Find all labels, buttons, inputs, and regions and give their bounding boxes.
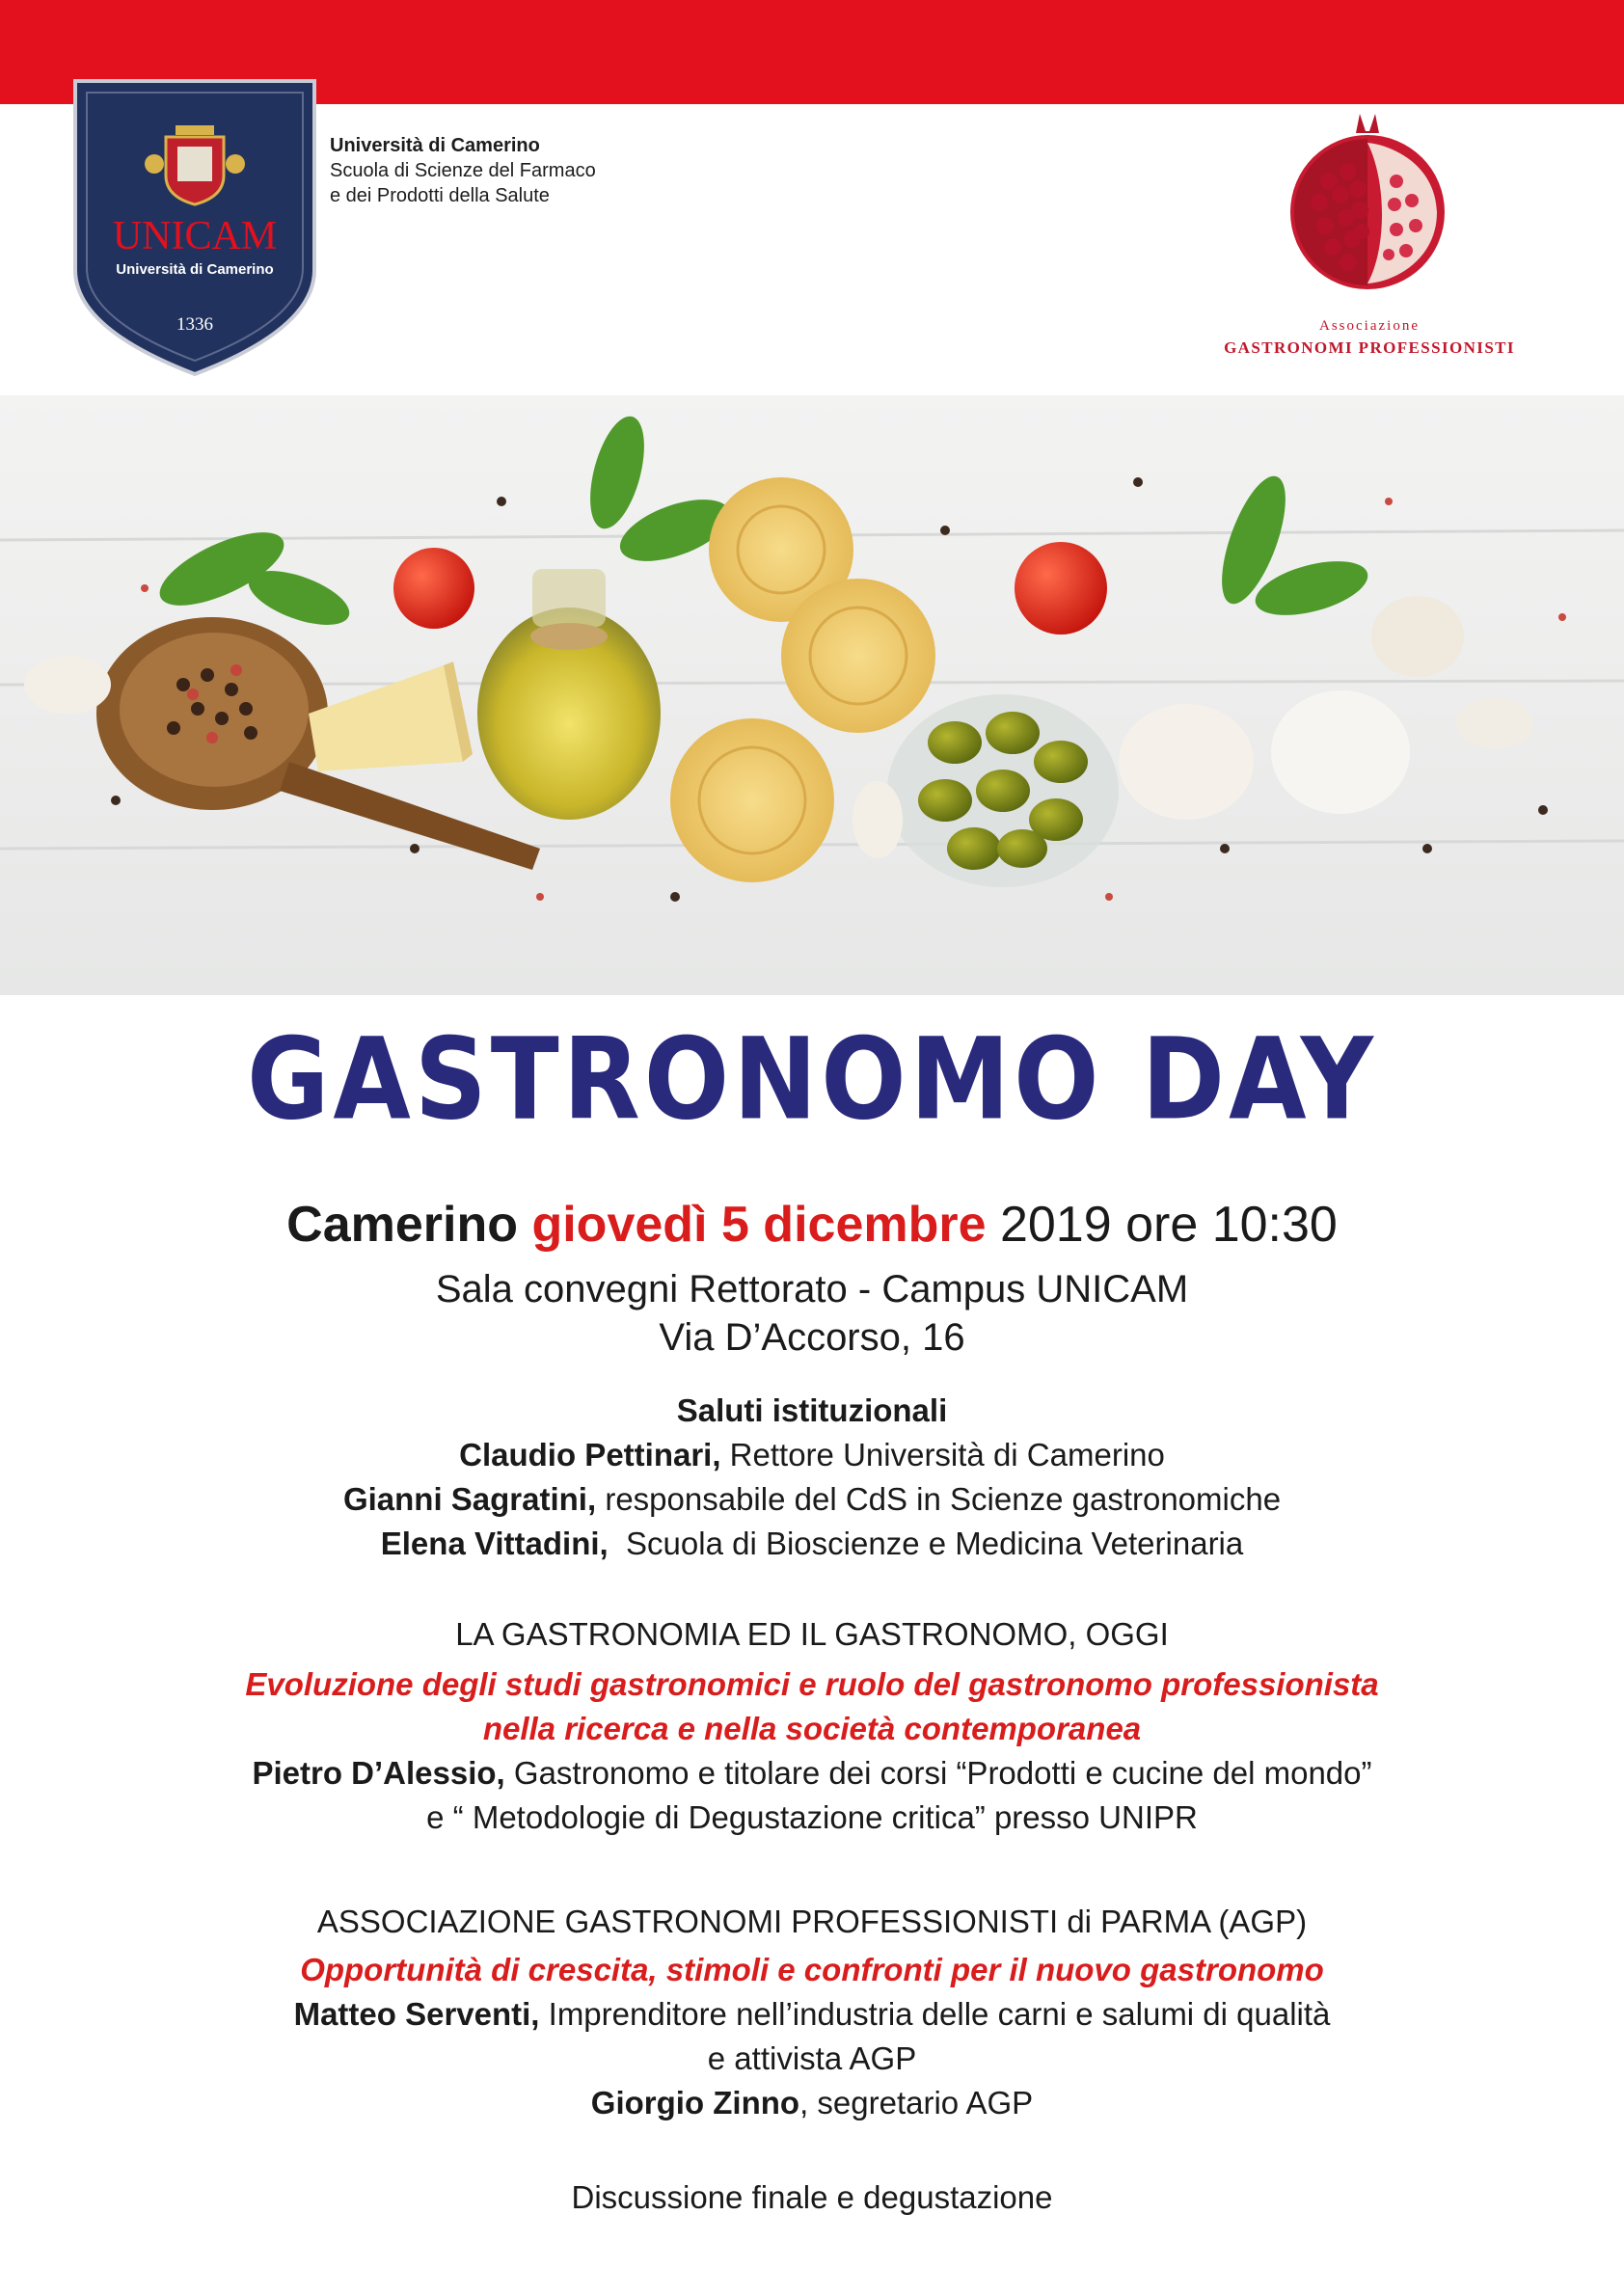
speaker-name: Elena Vittadini, bbox=[380, 1526, 609, 1561]
speaker-name: Matteo Serventi, bbox=[293, 1996, 540, 2032]
association-title: GASTRONOMI PROFESSIONISTI bbox=[1224, 338, 1515, 357]
greetings-heading: Saluti istituzionali bbox=[676, 1392, 948, 1428]
speaker-role: Gastronomo e titolare dei corsi “Prodotti e cucine del mondo” bbox=[504, 1755, 1372, 1791]
section1-speaker-role2: e “ Metodologie di Degustazione critica” presso UNIPR bbox=[426, 1799, 1198, 1835]
section1-talk-line1: Evoluzione degli studi gastronomici e ruolo del gastronomo professionista bbox=[245, 1666, 1379, 1702]
school-name-line1: Scuola di Scienze del Farmaco bbox=[330, 160, 596, 181]
speaker-role: responsabile del CdS in Scienze gastronomiche bbox=[596, 1481, 1282, 1517]
section2-heading: ASSOCIAZIONE GASTRONOMI PROFESSIONISTI di PARMA (AGP) bbox=[316, 1904, 1308, 1939]
event-date-line bbox=[0, 1196, 1624, 1254]
speaker-role: , segretario AGP bbox=[799, 2085, 1034, 2120]
closing-text: Discussione finale e degustazione bbox=[571, 2179, 1053, 2215]
association-name bbox=[1177, 318, 1562, 358]
closing-block bbox=[0, 2175, 1624, 2220]
section1-block bbox=[0, 1612, 1624, 1840]
section1-talk-line2: nella ricerca e nella società contemporanea bbox=[482, 1711, 1142, 1746]
school-name-line2: e dei Prodotti della Salute bbox=[330, 185, 550, 206]
section2-block bbox=[0, 1900, 1624, 2125]
event-place: Camerino bbox=[286, 1197, 519, 1253]
greetings-block bbox=[0, 1389, 1624, 1566]
university-info bbox=[330, 133, 596, 208]
event-title: GASTRONOMO DAY bbox=[247, 1013, 1377, 1146]
pomegranate-logo-icon bbox=[1271, 104, 1464, 297]
speaker-role: Imprenditore nell’industria delle carni e salumi di qualità bbox=[539, 1996, 1331, 2032]
speaker-role: Scuola di Bioscienze e Medicina Veterinaria bbox=[608, 1526, 1244, 1561]
section2-speaker1 bbox=[0, 1992, 1624, 2037]
speaker-name: Pietro D’Alessio, bbox=[252, 1755, 505, 1791]
association-label: Associazione bbox=[1319, 318, 1420, 334]
food-ingredients-photo bbox=[0, 395, 1624, 995]
speaker-role: Rettore Università di Camerino bbox=[720, 1437, 1165, 1472]
section2-talk: Opportunità di crescita, stimoli e confronti per il nuovo gastronomo bbox=[300, 1952, 1324, 1987]
shield-subtitle: Università di Camerino bbox=[116, 261, 274, 278]
event-year-time: 2019 ore 10:30 bbox=[999, 1197, 1338, 1253]
unicam-shield-logo bbox=[69, 77, 320, 378]
greeting-item bbox=[0, 1433, 1624, 1477]
section2-speaker1-role2: e attivista AGP bbox=[707, 2040, 917, 2076]
speaker-name: Giorgio Zinno bbox=[590, 2085, 800, 2120]
section2-speaker2 bbox=[0, 2081, 1624, 2125]
greeting-item bbox=[0, 1477, 1624, 1522]
speaker-name: Gianni Sagratini, bbox=[342, 1481, 597, 1517]
shield-name: UNICAM bbox=[112, 214, 278, 258]
event-address: Via D’Accorso, 16 bbox=[659, 1316, 965, 1359]
section1-heading: LA GASTRONOMIA ED IL GASTRONOMO, OGGI bbox=[455, 1616, 1169, 1652]
event-venue: Sala convegni Rettorato - Campus UNICAM bbox=[435, 1268, 1189, 1310]
university-name: Università di Camerino bbox=[330, 135, 540, 156]
section1-speaker bbox=[0, 1751, 1624, 1796]
event-date: giovedì 5 dicembre bbox=[531, 1197, 987, 1253]
speaker-name: Claudio Pettinari, bbox=[459, 1437, 721, 1472]
event-venue-block bbox=[0, 1265, 1624, 1362]
greeting-item bbox=[0, 1522, 1624, 1566]
shield-year: 1336 bbox=[176, 314, 213, 335]
